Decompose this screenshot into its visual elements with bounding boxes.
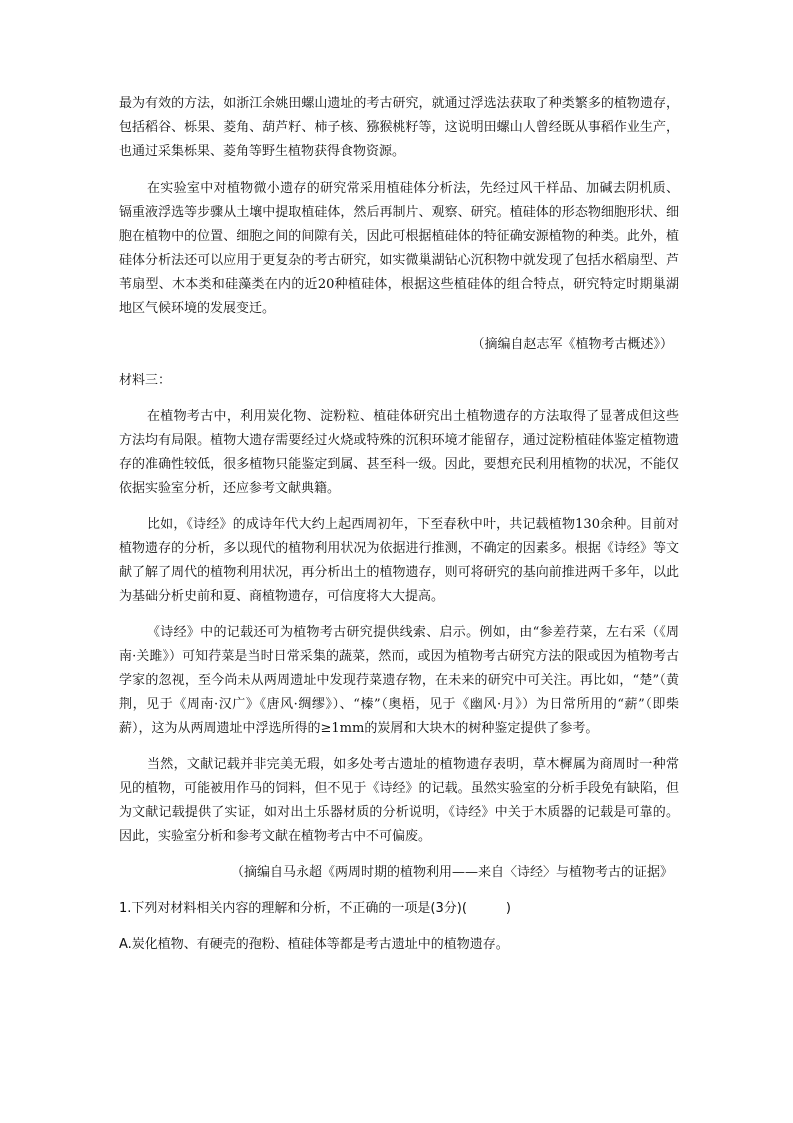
paragraph-5: 《诗经》中的记载还可为植物考古研究提供线索、启示。例如，由“参差荇菜，左右采（《周南·关雎》）可知荇菜是当时日常采集的蔬菜，然而，或因为植物考古研究方法的限或因为植物考古学家的忽视，至今尚未从两周遗址中发现荇菜遗存物，在未来的研究中可关注。再比如，“楚”（黄荆，见于《周南·汉广》《唐风·绸缪》）、“榛”（奥梧，见于《幽风·月》）为日常所用的“薪”（即柴薪），这为从两周遗址中浮选所得的≥1mm的炭屑和大块木的树种鉴定提供了参考。: [119, 625, 679, 736]
source-citation-1: （摘编自赵志军《植物考古概述》）: [471, 337, 673, 352]
paragraph-3: 在植物考古中，利用炭化物、淀粉粒、植硅体研究出土植物遗存的方法取得了显著成但这些方法均有局限。植物大遗存需要经过火烧或特殊的沉积环境才能留存，通过淀粉植硅体鉴定植物遗存的准确性较低，很多植物只能鉴定到属、甚至科一级。因此，要想充民利用植物的状况，不能仅依据实验室分析，还应参考文献典籍。: [119, 409, 679, 496]
paragraph-2: 在实验室中对植物微小遗存的研究常采用植硅体分析法，先经过风干样品、加碱去阴机质、镉重液浮选等步骤从土壤中提取植硅体，然后再制片、观察、研究。植硅体的形态物细胞形状、细胞在植物中的位置、细胞之间的间隙有关，因此可根据植硅体的特征确安源植物的种类。此外，植硅体分析法还可以应用于更复杂的考古研究，如实微巢湖钻心沉积物中就发现了包括水稻扇型、芦苇扇型、木本类和硅藻类在内的近20种植硅体，根据这些植硅体的组合特点，研究特定时期巢湖地区气候环境的发展变迁。: [119, 181, 679, 316]
source-citation-2: （摘编自马永超《两周时期的植物利用——来自〈诗经〉与植物考古的证据》: [230, 865, 673, 880]
paragraph-4: 比如，《诗经》的成诗年代大约上起西周初年，下至春秋中叶，共记载植物130余种。目前对植物遗存的分析，多以现代的植物利用状况为依据进行推测，不确定的因素多。根据《诗经》等文献了解了周代的植物利用状况，再分析出土的植物遗存，则可将研究的基向前推进两千多年，以此为基础分析史前和夏、商植物遗存，可信度将大大提高。: [119, 517, 679, 604]
material-three-heading: 材料三：: [119, 373, 172, 388]
paragraph-6: 当然，文献记载并非完美无瑕，如多处考古遗址的植物遗存表明，草木樨属为商周时一种常见的植物，可能被用作马的饲料，但不见于《诗经》的记载。虽然实验室的分析手段免有缺陷，但为文献记载提供了实证，如对出土乐器材质的分析说明，《诗经》中关于木质器的记载是可靠的。因此，实验室分析和参考文献在植物考古中不可偏废。: [119, 757, 679, 844]
question-option-a: A.炭化植物、有硬壳的孢粉、植硅体等都是考古遗址中的植物遗存。: [119, 937, 509, 952]
paragraph-1: 最为有效的方法，如浙江余姚田螺山遗址的考古研究，就通过浮选法获取了种类繁多的植物遗存，包括稻谷、栎果、菱角、葫芦籽、柿子核、猕猴桃籽等，这说明田螺山人曾经既从事稻作业生产，也通过采集栎果、菱角等野生植物获得食物资源。: [119, 96, 679, 159]
question-stem: 1.下列对材料相关内容的理解和分析，不正确的一项是(3分)( ): [119, 901, 511, 916]
document-page: [119, 92, 679, 957]
